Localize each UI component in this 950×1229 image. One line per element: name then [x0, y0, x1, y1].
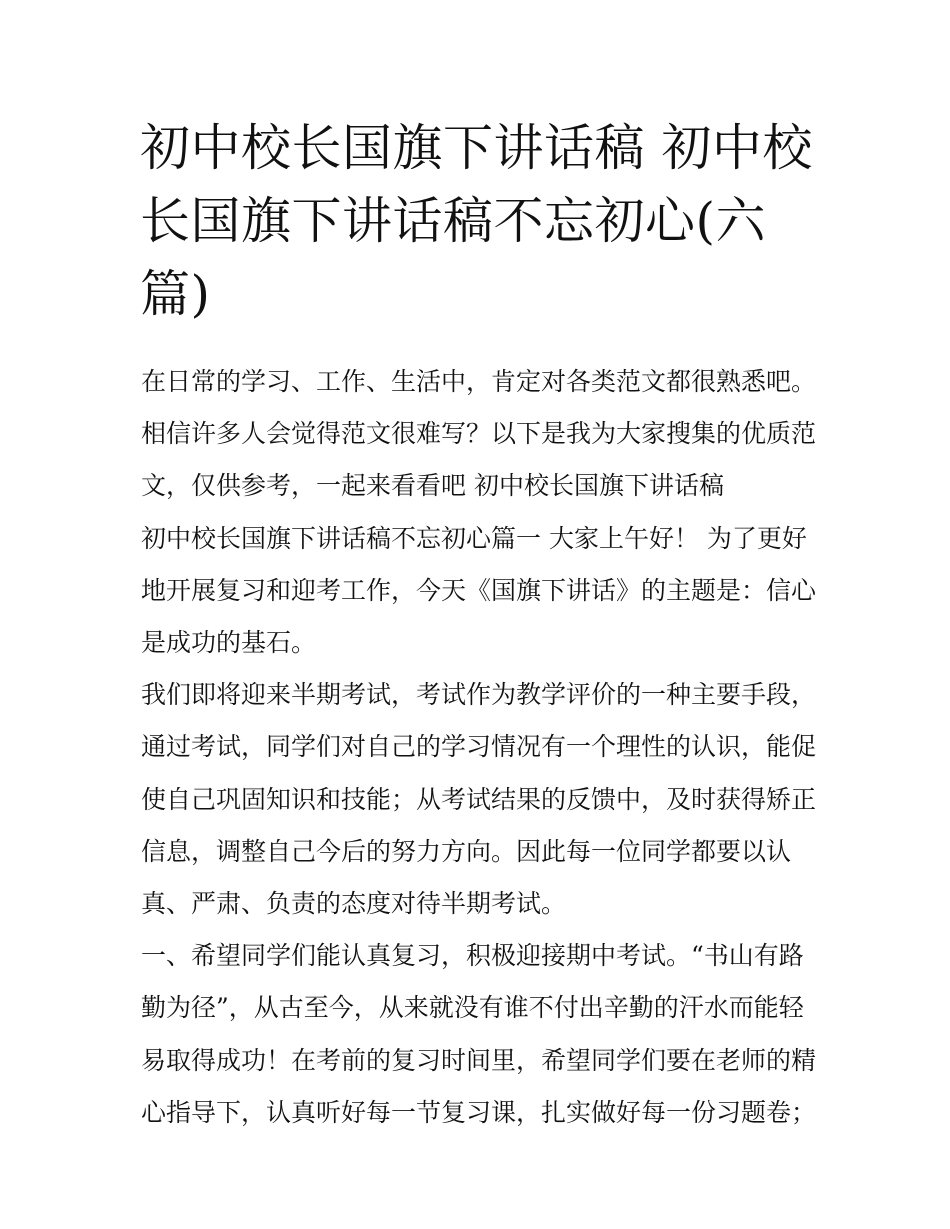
body-line: 使自己巩固知识和技能；从考试结果的反馈中，及时获得矫正 — [141, 784, 817, 814]
body-line: 一、希望同学们能认真复习，积极迎接期中考试。“书山有路 — [141, 941, 804, 971]
title-line: 初中校长国旗下讲话稿 初中校 — [140, 119, 813, 177]
body-line: 是成功的基石。 — [141, 628, 317, 658]
body-line: 我们即将迎来半期考试，考试作为教学评价的一种主要手段， — [141, 680, 817, 710]
body-line: 信息，调整自己今后的努力方向。因此每一位同学都要以认 — [141, 836, 792, 866]
body-line: 相信许多人会觉得范文很难写？以下是我为大家搜集的优质范 — [141, 419, 817, 449]
document-body — [141, 356, 821, 1139]
body-line: 易取得成功！在考前的复习时间里，希望同学们要在老师的精 — [141, 1045, 817, 1075]
body-line: 在日常的学习、工作、生活中，肯定对各类范文都很熟悉吧。 — [141, 367, 817, 396]
document-title — [140, 112, 820, 331]
title-line: 长国旗下讲话稿不忘初心(六 — [140, 192, 767, 250]
body-line: 地开展复习和迎考工作，今天《国旗下讲话》的主题是：信心 — [141, 575, 817, 605]
body-line: 勤为径”，从古至今，从来就没有谁不付出辛勤的汗水而能轻 — [141, 993, 804, 1023]
body-line: 文，仅供参考，一起来看看吧 初中校长国旗下讲话稿 — [141, 471, 724, 501]
body-line: 初中校长国旗下讲话稿不忘初心篇一 大家上午好！ 为了更好 — [141, 523, 807, 553]
title-line: 篇) — [140, 265, 211, 323]
body-line: 通过考试，同学们对自己的学习情况有一个理性的认识，能促 — [141, 732, 817, 762]
body-line: 真、严肃、负责的态度对待半期考试。 — [141, 889, 567, 919]
body-line: 心指导下，认真听好每一节复习课，扎实做好每一份习题卷； — [141, 1097, 817, 1127]
